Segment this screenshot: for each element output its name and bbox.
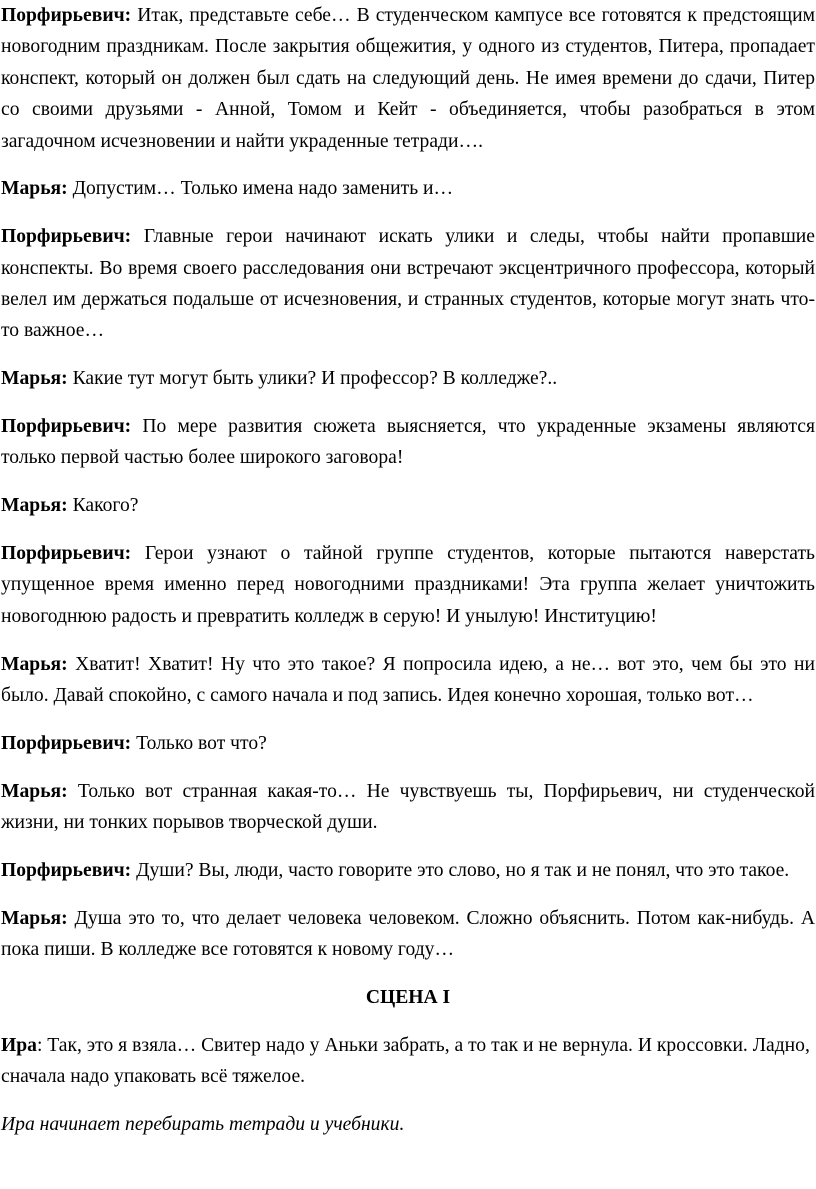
speaker-name: Марья: xyxy=(1,780,68,802)
speaker-name: Ира xyxy=(1,1034,37,1056)
dialogue-paragraph xyxy=(1,649,815,712)
ira-line xyxy=(1,1030,815,1093)
speaker-name: Порфирьевич: xyxy=(1,416,132,438)
speaker-name: Марья: xyxy=(1,178,68,200)
dialogue-paragraph xyxy=(1,173,815,204)
dialogue-paragraph xyxy=(1,363,815,394)
line-text: Только вот странная какая-то… Не чувствуешь ты, Порфирьевич, ни студенческой жизни, ни тонких порывов творческой души. xyxy=(1,780,815,834)
speaker-name: Марья: xyxy=(1,495,68,517)
dialogue-paragraph xyxy=(1,221,815,347)
line-text: : Так, это я взяла… Свитер надо у Аньки забрать, а то так и не вернула. И кроссовки. Ладно, сначала надо упаковать всё тяжелое. xyxy=(1,1034,810,1088)
dialogue-paragraph xyxy=(1,538,815,632)
dialogue-paragraph xyxy=(1,728,815,759)
dialogue-paragraph xyxy=(1,855,815,886)
line-text: Души? Вы, люди, часто говорите это слово, но я так и не понял, что это такое. xyxy=(131,859,790,881)
speaker-name: Марья: xyxy=(1,368,68,390)
speaker-name: Марья: xyxy=(1,907,68,929)
stage-direction: Ира начинает перебирать тетради и учебники. xyxy=(1,1113,405,1135)
line-text: Какие тут могут быть улики? И профессор? В колледже?.. xyxy=(67,368,558,390)
line-text: Герои узнают о тайной группе студентов, которые пытаются наверстать упущенное время именно перед новогодними праздниками! Эта группа желает уничтожить новогоднюю радость и превратить колледж в серую! И унылую! Институцию! xyxy=(1,543,815,627)
line-text: Допустим… Только имена надо заменить и… xyxy=(67,178,454,200)
speaker-name: Порфирьевич: xyxy=(1,5,132,26)
dialogue-block xyxy=(1,0,815,965)
speaker-name: Порфирьевич: xyxy=(1,226,132,248)
line-text: По мере развития сюжета выясняется, что украденные экзамены являются только первой частью более широкого заговора! xyxy=(1,416,815,469)
dialogue-paragraph xyxy=(1,903,815,966)
line-text: Какого? xyxy=(67,495,139,517)
speaker-name: Порфирьевич: xyxy=(1,732,132,754)
dialogue-paragraph xyxy=(1,411,815,474)
dialogue-paragraph xyxy=(1,0,815,157)
line-text: Только вот что? xyxy=(131,732,267,754)
speaker-name: Порфирьевич: xyxy=(1,543,132,565)
line-text: Итак, представьте себе… В студенческом кампусе все готовятся к предстоящим новогодним праздникам. После закрытия общежития, у одного из студентов, Питера, пропадает конспект, который он должен был сдать на следующий день. Не имея времени до сдачи, Питер со своими друзьями - Анной, Томом и Кейт - объединяется, чтобы разобраться в этом загадочном исчезновении и найти украденные тетради…. xyxy=(1,5,815,152)
line-text: Душа это то, что делает человека человеком. Сложно объяснить. Потом как-нибудь. А пока пиши. В колледже все готовятся к новому году… xyxy=(1,907,815,961)
speaker-name: Порфирьевич: xyxy=(1,859,132,881)
speaker-name: Марья: xyxy=(1,653,68,675)
scene-heading: СЦЕНА I xyxy=(365,986,451,1008)
line-text: Главные герои начинают искать улики и следы, чтобы найти пропавшие конспекты. Во время своего расследования они встречают эксцентричного профессора, который велел им держаться подальше от исчезновения, и странных студентов, которые могут знать что-то важное… xyxy=(1,226,815,342)
dialogue-paragraph xyxy=(1,490,815,521)
dialogue-paragraph xyxy=(1,776,815,839)
line-text: Хватит! Хватит! Ну что это такое? Я попросила идею, а не… вот это, чем бы это ни было. Давай спокойно, с самого начала и под запись. Идея конечно хорошая, только вот… xyxy=(1,653,815,707)
